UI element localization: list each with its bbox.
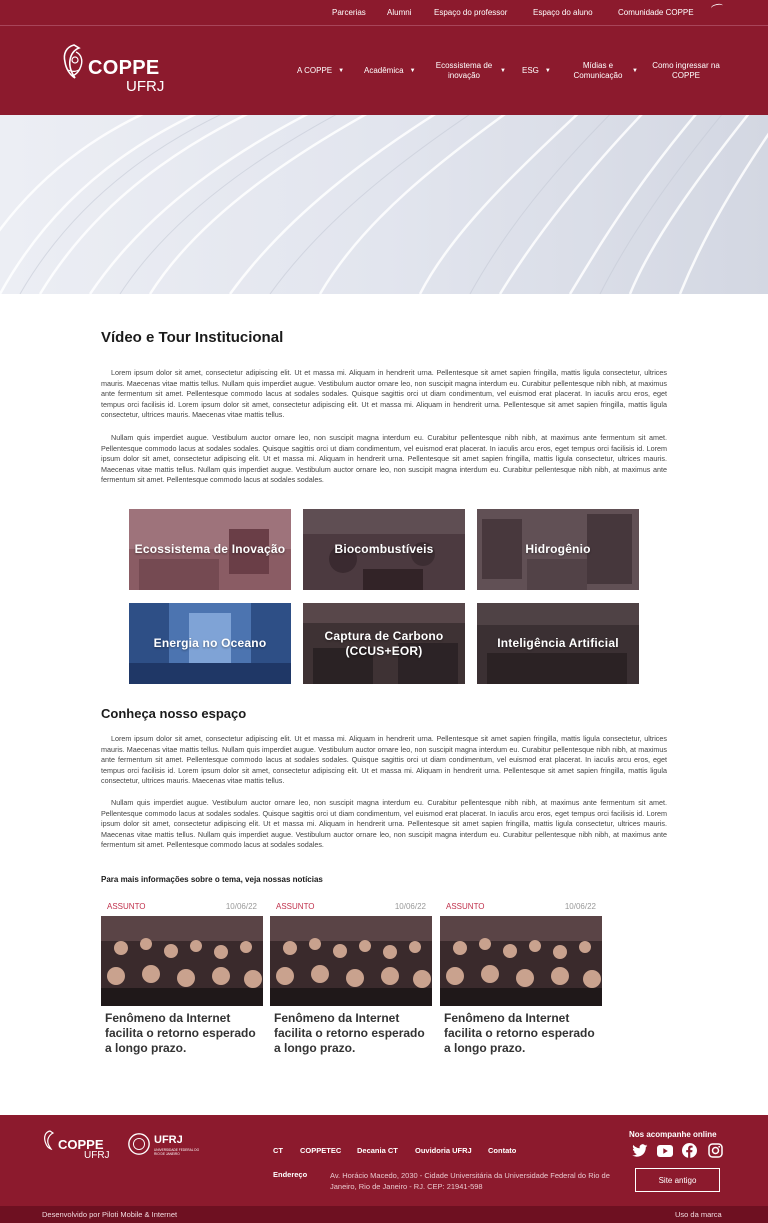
top-bar bbox=[0, 0, 768, 26]
tile-captura-carbono[interactable] bbox=[303, 603, 465, 684]
news-date: 10/06/22 bbox=[225, 902, 257, 911]
audience-photo-image bbox=[101, 916, 263, 1006]
news-card[interactable] bbox=[440, 899, 602, 1064]
main-header bbox=[0, 26, 768, 115]
bottom-bar bbox=[0, 1206, 768, 1223]
logo-brand: COPPE bbox=[88, 57, 160, 79]
coppe-emblem-icon bbox=[60, 42, 88, 82]
nav-label: Acadêmica bbox=[364, 65, 404, 75]
tile-label: Hidrogênio bbox=[525, 542, 591, 556]
footer-link-contato[interactable]: Contato bbox=[488, 1146, 517, 1155]
footer-link-coppetec[interactable]: COPPETEC bbox=[300, 1146, 342, 1155]
footer bbox=[0, 1115, 768, 1206]
ufrj-logo-subtext: UNIVERSIDADE FEDERAL DO RIO DE JANEIRO bbox=[154, 1148, 200, 1156]
section1-paragraph-1: Lorem ipsum dolor sit amet, consectetur adipiscing elit. Ut et massa mi. Aliquam in hendrerit urna. Pellentesque sit amet sapien fringilla, mattis ligula consectetur, ultrices mauris. Maecenas vitae mattis tellus. Nullam quis imperdiet augue. Vestibulum auctor ornare leo, non suscipit magna interdum eu. Curabitur pellentesque nibh nibh, at maximus ante fermentum sit amet. Pellentesque commodo lacus at sodales sodales. Quisque sagittis orci ut diam condimentum, vel euismod erat placerat. In iaculis arcu eros, eget tempus orci facilisis id. Lorem ipsum dolor sit amet, consectetur adipiscing elit. Ut et massa mi. Aliquam in hendrerit urna. Pellentesque sit amet sapien fringilla, mattis ligula consectetur, ultrices mauris. Maecenas vitae mattis tellus. bbox=[101, 368, 667, 419]
logo-sub: UFRJ bbox=[126, 78, 165, 95]
ufrj-logo[interactable] bbox=[127, 1132, 202, 1160]
nav-academica[interactable] bbox=[364, 26, 424, 115]
section2-paragraph-1: Lorem ipsum dolor sit amet, consectetur adipiscing elit. Ut et massa mi. Aliquam in hendrerit urna. Pellentesque sit amet sapien fringilla, mattis ligula consectetur, ultrices mauris. Maecenas vitae mattis tellus. Nullam quis imperdiet augue. Vestibulum auctor ornare leo, non suscipit magna interdum eu. Curabitur pellentesque nibh nibh, at maximus ante fermentum sit amet. Pellentesque commodo lacus at sodales sodales. Quisque sagittis orci ut diam condimentum, vel euismod erat placerat. In iaculis arcu eros, eget tempus orci facilisis id. Lorem ipsum dolor sit amet, consectetur adipiscing elit. Ut et massa mi. Aliquam in hendrerit urna. Pellentesque sit amet sapien fringilla, mattis ligula consectetur, ultrices mauris. Maecenas vitae mattis tellus. bbox=[101, 734, 667, 785]
section1-paragraph-2: Nullam quis imperdiet augue. Vestibulum auctor ornare leo, non suscipit magna interdum eu. Curabitur pellentesque nibh nibh, at maximus ante fermentum sit amet. Pellentesque commodo lacus at sodales sodales. Quisque sagittis orci ut diam condimentum, vel euismod erat placerat. In iaculis arcu eros, eget tempus orci facilisis id. Lorem ipsum dolor sit amet, consectetur adipiscing elit. Ut et massa mi. Aliquam in hendrerit urna. Pellentesque sit amet sapien fringilla, mattis ligula consectetur, ultrices mauris. Maecenas vitae mattis tellus. Nullam quis imperdiet augue. Vestibulum auctor ornare leo, non suscipit magna interdum eu. Curabitur pellentesque nibh nibh, at maximus ante fermentum sit amet. Pellentesque commodo lacus at sodales sodales. bbox=[101, 433, 667, 484]
news-image[interactable] bbox=[270, 916, 432, 1006]
nav-ecossistema[interactable] bbox=[434, 26, 509, 115]
accessibility-icon[interactable] bbox=[711, 3, 724, 11]
tile-label: Energia no Oceano bbox=[153, 636, 267, 650]
address-label: Endereço bbox=[273, 1170, 308, 1179]
footer-link-ouvidoria[interactable]: Ouvidoria UFRJ bbox=[415, 1146, 472, 1155]
news-date: 10/06/22 bbox=[394, 902, 426, 911]
footer-coppe-logo[interactable] bbox=[42, 1129, 112, 1165]
old-site-button[interactable]: Site antigo bbox=[635, 1168, 720, 1192]
coppe-emblem-icon bbox=[42, 1129, 58, 1151]
section-title-video: Vídeo e Tour Institucional bbox=[101, 329, 284, 346]
footer-logo-brand: COPPE bbox=[58, 1137, 104, 1152]
ufrj-seal-icon bbox=[127, 1132, 151, 1156]
tile-biocombustiveis[interactable] bbox=[303, 509, 465, 590]
news-title[interactable]: Fenômeno da Internet facilita o retorno esperado a longo prazo. bbox=[444, 1011, 595, 1055]
caret-down-icon: ▼ bbox=[409, 67, 416, 74]
tile-label: Inteligência Artificial bbox=[497, 636, 619, 650]
news-title[interactable]: Fenômeno da Internet facilita o retorno esperado a longo prazo. bbox=[105, 1011, 256, 1055]
news-image[interactable] bbox=[101, 916, 263, 1006]
news-card[interactable] bbox=[270, 899, 432, 1064]
news-tag[interactable]: ASSUNTO bbox=[446, 902, 485, 911]
tile-inteligencia-artificial[interactable] bbox=[477, 603, 639, 684]
news-title[interactable]: Fenômeno da Internet facilita o retorno esperado a longo prazo. bbox=[274, 1011, 425, 1055]
section2-paragraph-2: Nullam quis imperdiet augue. Vestibulum auctor ornare leo, non suscipit magna interdum eu. Curabitur pellentesque nibh nibh, at maximus ante fermentum sit amet. Pellentesque commodo lacus at sodales sodales. Quisque sagittis orci ut diam condimentum, vel euismod erat placerat. In iaculis arcu eros, eget tempus orci facilisis id. Lorem ipsum dolor sit amet, consectetur adipiscing elit. Ut et massa mi. Aliquam in hendrerit urna. Pellentesque sit amet sapien fringilla, mattis ligula consectetur, ultrices mauris. Maecenas vitae mattis tellus. Nullam quis imperdiet augue. Vestibulum auctor ornare leo, non suscipit magna interdum eu. Curabitur pellentesque nibh nibh, at maximus ante fermentum sit amet. Pellentesque commodo lacus at sodales sodales. bbox=[101, 798, 667, 849]
tile-label: Captura de Carbono (CCUS+EOR) bbox=[324, 628, 444, 658]
hero-curves-image bbox=[0, 115, 768, 294]
tile-label: Biocombustíveis bbox=[334, 542, 434, 556]
audience-photo-image bbox=[440, 916, 602, 1006]
address-text: Av. Horácio Macedo, 2030 - Cidade Universitária da Universidade Federal do Rio de Janeiro, Rio de Janeiro - RJ. CEP: 21941-598 bbox=[330, 1171, 610, 1191]
news-card[interactable] bbox=[101, 899, 263, 1064]
topnav-parcerias[interactable]: Parcerias bbox=[332, 8, 366, 17]
ufrj-logo-text: UFRJ bbox=[154, 1134, 183, 1146]
caret-down-icon: ▼ bbox=[632, 67, 638, 74]
news-heading: Para mais informações sobre o tema, veja nossas notícias bbox=[101, 875, 323, 884]
section-title-espaco: Conheça nosso espaço bbox=[101, 706, 247, 721]
news-tag[interactable]: ASSUNTO bbox=[276, 902, 315, 911]
news-image[interactable] bbox=[440, 916, 602, 1006]
news-date: 10/06/22 bbox=[564, 902, 596, 911]
nav-midias[interactable] bbox=[570, 26, 640, 115]
topnav-espaco-aluno[interactable]: Espaço do aluno bbox=[533, 8, 593, 17]
nav-label: A COPPE bbox=[297, 65, 333, 75]
brand-use-link[interactable]: Uso da marca bbox=[675, 1210, 722, 1219]
twitter-icon[interactable] bbox=[632, 1144, 648, 1158]
nav-label: Mídias e Comunicação bbox=[573, 60, 623, 80]
hero-banner bbox=[0, 115, 768, 294]
youtube-icon[interactable] bbox=[657, 1145, 673, 1157]
footer-link-ct[interactable]: CT bbox=[273, 1146, 283, 1155]
follow-heading: Nos acompanhe online bbox=[629, 1130, 717, 1139]
nav-label: ESG bbox=[522, 65, 539, 75]
footer-logo-sub: UFRJ bbox=[84, 1150, 110, 1161]
facebook-icon[interactable] bbox=[682, 1143, 697, 1158]
tile-energia-oceano[interactable] bbox=[129, 603, 291, 684]
nav-a-coppe[interactable] bbox=[297, 26, 347, 115]
nav-esg[interactable] bbox=[522, 26, 557, 115]
tile-hidrogenio[interactable] bbox=[477, 509, 639, 590]
developer-credit[interactable]: Desenvolvido por Piloti Mobile & Internet bbox=[42, 1210, 178, 1219]
caret-down-icon: ▼ bbox=[544, 67, 551, 74]
nav-label: Ecossistema de inovação bbox=[435, 60, 493, 80]
footer-link-decania[interactable]: Decania CT bbox=[357, 1146, 398, 1155]
nav-como-ingressar[interactable] bbox=[650, 26, 722, 115]
social-links bbox=[632, 1143, 724, 1159]
topnav-alumni[interactable]: Alumni bbox=[387, 8, 412, 17]
topnav-espaco-professor[interactable]: Espaço do professor bbox=[434, 8, 508, 17]
coppe-logo[interactable] bbox=[60, 42, 170, 98]
topnav-comunidade[interactable]: Comunidade COPPE bbox=[618, 8, 694, 17]
news-tag[interactable]: ASSUNTO bbox=[107, 902, 146, 911]
caret-down-icon: ▼ bbox=[338, 67, 345, 74]
caret-down-icon: ▼ bbox=[500, 67, 506, 74]
tile-label: Ecossistema de Inovação bbox=[134, 542, 286, 556]
audience-photo-image bbox=[270, 916, 432, 1006]
nav-label: Como ingressar na COPPE bbox=[652, 60, 720, 80]
instagram-icon[interactable] bbox=[708, 1143, 723, 1158]
tile-ecossistema[interactable] bbox=[129, 509, 291, 590]
